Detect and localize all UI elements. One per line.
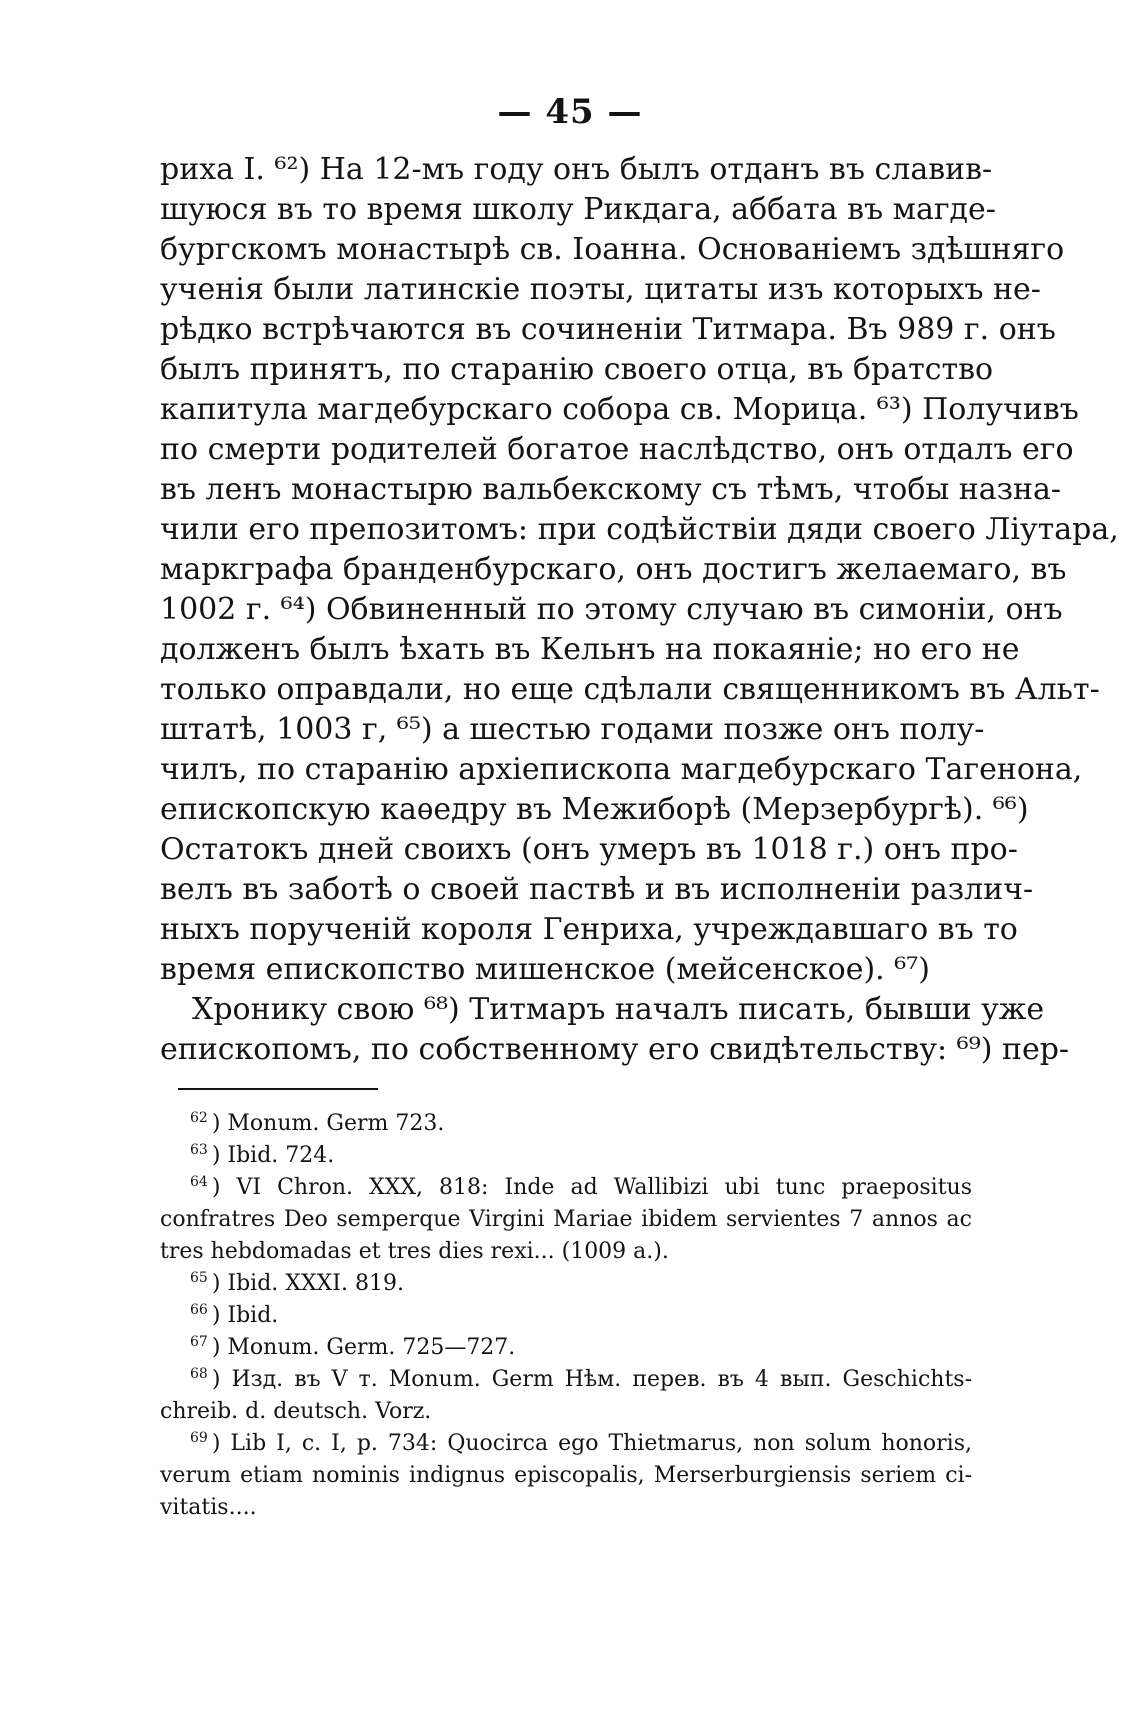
footnote-mark: 62	[190, 1109, 208, 1126]
footnote-mark: 69	[190, 1429, 208, 1446]
footnote	[160, 1140, 972, 1172]
main-text	[160, 150, 1119, 1070]
footnote-bracket: )	[211, 1175, 237, 1200]
footnote-text: verum etiam nominis indignus episcopalis, Merserburgiensis seriem ci-	[160, 1463, 972, 1488]
footnote-text: Monum. Germ 723.	[227, 1111, 445, 1136]
footnote	[160, 1172, 972, 1268]
footnote	[160, 1428, 972, 1524]
footnote-bracket: )	[211, 1335, 228, 1360]
text-line: капитула магдебурскаго собора св. Морица. ⁶³) Получивъ	[160, 392, 1079, 427]
text-line: чили его препозитомъ: при содѣйствіи дяди своего Ліутара,	[160, 512, 1119, 547]
footnote-line	[160, 1236, 972, 1268]
text-line: былъ принятъ, по старанію своего отца, въ братство	[160, 352, 994, 387]
footnote-text: Ibid.	[227, 1303, 279, 1328]
footnote-divider	[178, 1088, 378, 1090]
footnote-line	[160, 1300, 972, 1332]
text-line: по смерти родителей богатое наслѣдство, онъ отдалъ его	[160, 432, 1074, 467]
footnote	[160, 1332, 972, 1364]
footnote-bracket: )	[211, 1367, 232, 1392]
text-line: шуюся въ то время школу Рикдага, аббата въ магде-	[160, 192, 996, 227]
footnote-mark: 67	[190, 1333, 208, 1350]
footnote-text: VI Chron. XXX, 818: Inde ad Wallibizi ubi tunc praepositus	[236, 1175, 972, 1200]
footnote-text: vitatis....	[160, 1495, 257, 1520]
footnote	[160, 1300, 972, 1332]
footnote-line	[160, 1364, 972, 1396]
footnote-line	[160, 1332, 972, 1364]
text-line: въ ленъ монастырю вальбекскому съ тѣмъ, чтобы назна-	[160, 472, 1062, 507]
footnote-text: chreib. d. deutsch. Vorz.	[160, 1399, 432, 1424]
text-line: 1002 г. ⁶⁴) Обвиненный по этому случаю въ симоніи, онъ	[160, 592, 1063, 627]
paragraph-2	[160, 990, 1070, 1070]
footnote-mark: 68	[190, 1365, 208, 1382]
text-line: рѣдко встрѣчаются въ сочиненіи Титмара. Въ 989 г. онъ	[160, 312, 1056, 347]
text-line: бургскомъ монастырѣ св. Іоанна. Основаніемъ здѣшняго	[160, 232, 1065, 267]
text-line: маркграфа бранденбурскаго, онъ достигъ желаемаго, въ	[160, 552, 1067, 587]
text-line: риха I. ⁶²) На 12-мъ году онъ былъ отданъ въ славив-	[160, 152, 993, 187]
footnote-line	[160, 1268, 972, 1300]
page-number: — 45 —	[497, 92, 643, 132]
footnote-text: Ibid. XXXI. 819.	[227, 1271, 404, 1296]
footnote-text: tres hebdomadas et tres dies rexi... (1009 a.).	[160, 1239, 669, 1264]
text-line: Остатокъ дней своихъ (онъ умеръ въ 1018 г.) онъ про-	[160, 832, 1018, 867]
footnote-bracket: )	[211, 1143, 228, 1168]
footnote-text: Lib I, c. I, p. 734: Quocirca ego Thietmarus, non solum honoris,	[230, 1431, 972, 1456]
text-line: долженъ былъ ѣхать въ Кельнъ на покаяніе; но его не	[160, 632, 1020, 667]
footnote	[160, 1108, 972, 1140]
footnote-line	[160, 1204, 972, 1236]
footnote-line	[160, 1460, 972, 1492]
text-line: чилъ, по старанію архіепископа магдебурскаго Тагенона,	[160, 752, 1083, 787]
footnote-bracket: )	[211, 1431, 231, 1456]
footnote-mark: 63	[190, 1141, 208, 1158]
text-line: Хронику свою ⁶⁸) Титмаръ началъ писать, бывши уже	[192, 992, 1045, 1027]
text-line: ныхъ порученій короля Генриха, учреждавшаго въ то	[160, 912, 1018, 947]
text-line: ученія были латинскіе поэты, цитаты изъ которыхъ не-	[160, 272, 1041, 307]
footnote-mark: 65	[190, 1269, 208, 1286]
footnote-text: Monum. Germ. 725—727.	[227, 1335, 516, 1360]
footnote-bracket: )	[211, 1303, 228, 1328]
footnote-line	[160, 1428, 972, 1460]
footnote-mark: 64	[190, 1173, 208, 1190]
footnote-text: Ibid. 724.	[227, 1143, 335, 1168]
footnote-mark: 66	[190, 1301, 208, 1318]
text-line: время епископство мишенское (мейсенское). ⁶⁷)	[160, 952, 930, 987]
footnote-line	[160, 1396, 972, 1428]
footnote-line	[160, 1492, 972, 1524]
footnote-text: Изд. въ V т. Monum. Germ Нѣм. перев. въ 4 вып. Geschichts-	[231, 1367, 973, 1392]
footnote-line	[160, 1108, 972, 1140]
text-line: штатѣ, 1003 г, ⁶⁵) а шестью годами позже онъ полу-	[160, 712, 985, 747]
text-line: велъ въ заботѣ о своей паствѣ и въ исполненіи различ-	[160, 872, 1034, 907]
footnote-line	[160, 1172, 972, 1204]
footnote	[160, 1364, 972, 1428]
text-line: епископскую каѳедру въ Межиборѣ (Мерзербургѣ). ⁶⁶)	[160, 792, 1029, 827]
paragraph-1	[160, 150, 1119, 990]
text-line: только оправдали, но еще сдѣлали священникомъ въ Альт-	[160, 672, 1100, 707]
footnote	[160, 1268, 972, 1300]
footnote-bracket: )	[211, 1271, 228, 1296]
text-line: епископомъ, по собственному его свидѣтельству: ⁶⁹) пер-	[160, 1032, 1070, 1067]
footnote-bracket: )	[211, 1111, 228, 1136]
footnote-text: confratres Deo semperque Virgini Mariae ibidem servientes 7 annos ac	[160, 1207, 972, 1232]
footnotes	[160, 1108, 972, 1524]
footnote-line	[160, 1140, 972, 1172]
